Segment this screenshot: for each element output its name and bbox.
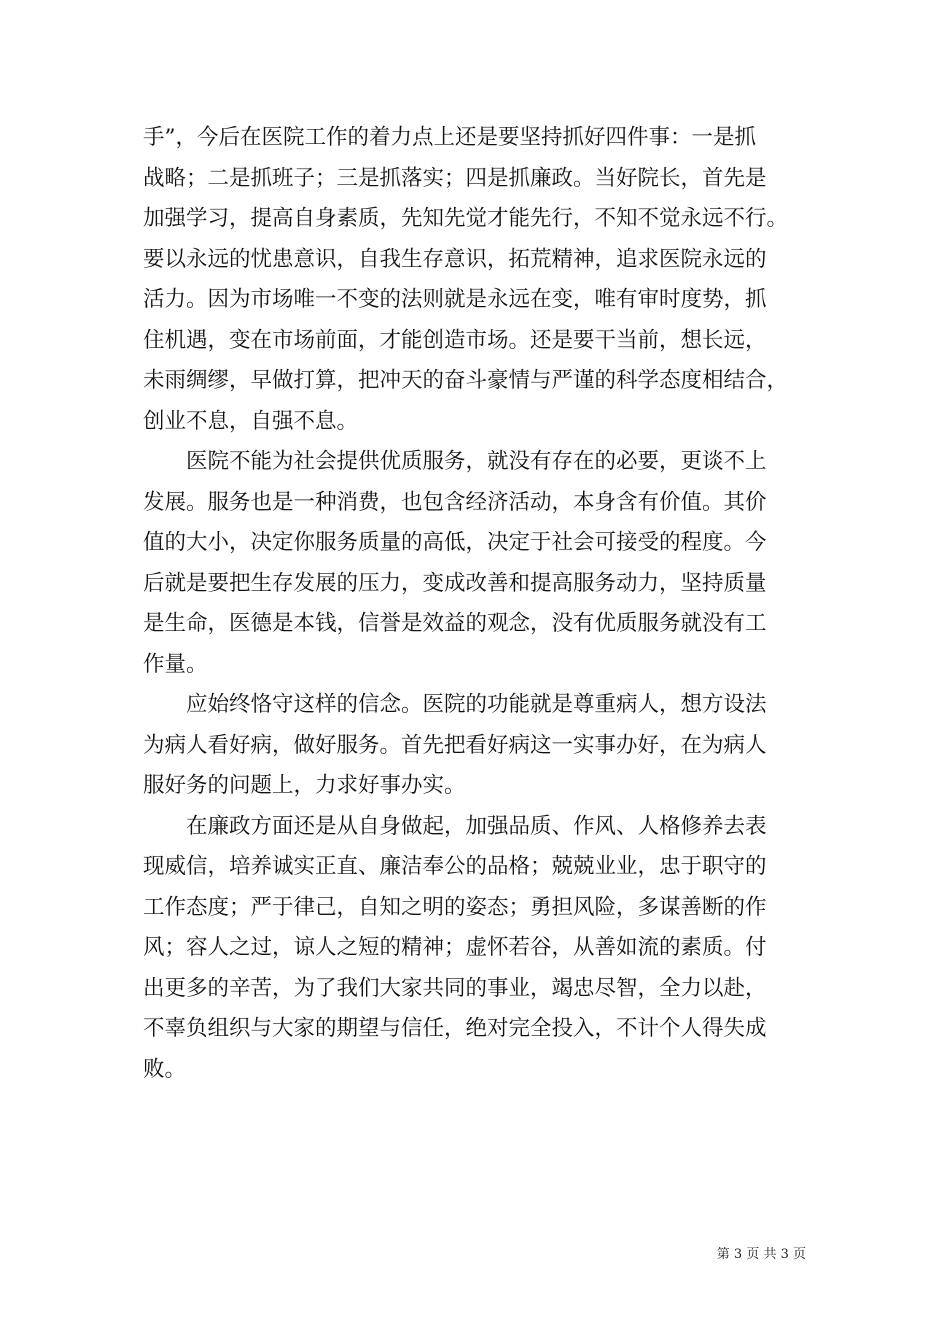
body-text	[143, 118, 813, 1090]
text-line: 在廉政方面还是从自身做起，加强品质、作风、人格修养去表	[143, 813, 767, 839]
text-line: 加强学习，提高自身素质，先知先觉才能先行，不知不觉永远不行。	[143, 206, 789, 231]
text-line: 后就是要把生存发展的压力，变成改善和提高服务动力，坚持质量	[143, 570, 767, 596]
text-line: 出更多的辛苦，为了我们大家共同的事业，竭忠尽智，全力以赴，	[143, 975, 767, 1001]
text-line: 住机遇，变在市场前面，才能创造市场。还是要干当前，想长远，	[143, 327, 767, 353]
text-line: 发展。服务也是一种消费，也包含经济活动，本身含有价值。其价	[143, 489, 767, 515]
text-line: 医院不能为社会提供优质服务，就没有存在的必要，更谈不上	[143, 449, 767, 474]
text-line: 要以永远的忧患意识，自我生存意识，拓荒精神，追求医院永远的	[143, 246, 767, 272]
text-line: 工作态度；严于律己，自知之明的姿态；勇担风险，多谋善断的作	[143, 894, 767, 920]
text-line: 值的大小，决定你服务质量的高低，决定于社会可接受的程度。今	[143, 530, 767, 555]
text-line: 手”，今后在医院工作的着力点上还是要坚持抓好四件事：一是抓	[143, 125, 756, 150]
text-line: 战略；二是抓班子；三是抓落实；四是抓廉政。当好院长，首先是	[143, 165, 767, 191]
text-line: 作量。	[143, 651, 208, 677]
text-line: 未雨绸缪，早做打算，把冲天的奋斗豪情与严谨的科学态度相结合，	[143, 368, 789, 393]
text-line: 为病人看好病，做好服务。首先把看好病这一实事办好，在为病人	[143, 732, 767, 758]
text-line: 服好务的问题上，力求好事办实。	[143, 773, 466, 798]
text-line: 创业不息，自强不息。	[143, 408, 359, 434]
text-line: 应始终恪守这样的信念。医院的功能就是尊重病人，想方设法	[143, 692, 767, 717]
text-line: 败。	[143, 1056, 187, 1082]
page-number: 第 3 页 共 3 页	[716, 1247, 806, 1262]
text-line: 活力。因为市场唯一不变的法则就是永远在变，唯有审时度势，抓	[143, 287, 767, 312]
text-line: 风；容人之过，谅人之短的精神；虚怀若谷，从善如流的素质。付	[143, 935, 767, 960]
text-line: 现威信，培养诚实正直、廉洁奉公的品格；兢兢业业，忠于职守的	[143, 854, 767, 879]
text-line: 是生命，医德是本钱，信誉是效益的观念，没有优质服务就没有工	[143, 611, 767, 636]
text-line: 不辜负组织与大家的期望与信任，绝对完全投入，不计个人得失成	[143, 1016, 767, 1041]
